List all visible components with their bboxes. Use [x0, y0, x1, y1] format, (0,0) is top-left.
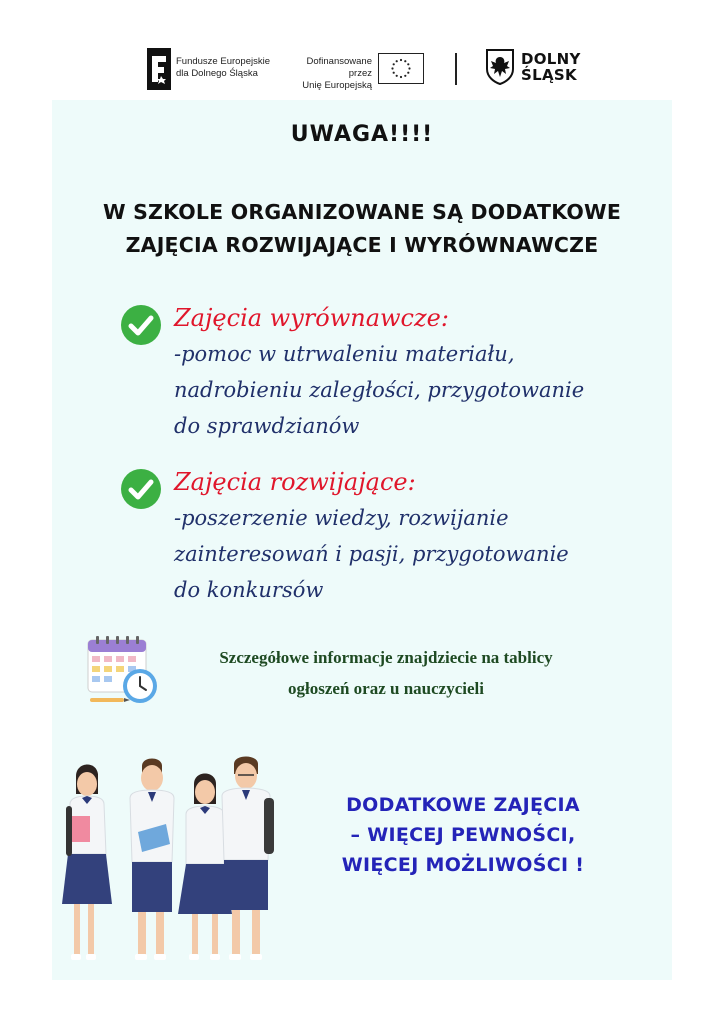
headline-line2: ZAJĘCIA ROZWIJAJĄCE I WYRÓWNAWCZE: [125, 233, 599, 257]
headline: [0, 196, 724, 262]
students-illustration: [58, 754, 286, 968]
slogan-line2: – WIĘCEJ PEWNOŚCI,: [350, 824, 576, 846]
checkmark-icon: [120, 468, 162, 510]
headline-line1: W SZKOLE ORGANIZOWANE SĄ DODATKOWE: [102, 200, 622, 224]
ds-line2: ŚLĄSK: [521, 66, 577, 84]
dolny-slask-text: [521, 51, 581, 83]
dof-text: [284, 56, 372, 92]
item-line: zainteresowań i pasji, przygotowanie: [174, 542, 569, 566]
logo-divider: [455, 53, 457, 85]
item-title: Zajęcia rozwijające:: [174, 468, 416, 496]
logo-bar: [0, 44, 724, 100]
fe-logo-text: [176, 56, 270, 80]
slogan-line3: WIĘCEJ MOŻLIWOŚCI !: [341, 854, 585, 876]
item-line: do konkursów: [174, 578, 324, 602]
item-line: nadrobieniu zaległości, przygotowanie: [174, 378, 585, 402]
fe-line2: dla Dolnego Śląska: [176, 68, 258, 79]
ds-line1: DOLNY: [521, 50, 581, 68]
slogan: [285, 790, 641, 880]
info-text: [176, 642, 596, 704]
student-figure: [130, 759, 174, 961]
checkmark-icon: [120, 304, 162, 346]
slogan-line1: DODATKOWE ZAJĘCIA: [346, 794, 580, 816]
page-title: UWAGA!!!!: [290, 122, 434, 147]
fe-logo-icon: [147, 48, 171, 90]
dof-line2: Unię Europejską: [302, 80, 372, 91]
eu-flag-icon: [378, 53, 424, 84]
calendar-clock-icon: [84, 632, 160, 708]
item-line: -poszerzenie wiedzy, rozwijanie: [174, 506, 509, 530]
info-line2: ogłoszeń oraz u nauczycieli: [288, 679, 484, 698]
item-line: -pomoc w utrwaleniu materiału,: [174, 342, 515, 366]
item-line: do sprawdzianów: [174, 414, 360, 438]
info-line1: Szczegółowe informacje znajdziecie na tablicy: [219, 648, 553, 667]
dof-line1: Dofinansowane przez: [306, 56, 372, 79]
item-title: Zajęcia wyrównawcze:: [174, 304, 449, 332]
dolny-slask-crest-icon: [486, 49, 514, 85]
student-figure: [62, 764, 112, 960]
student-figure: [222, 757, 274, 961]
fe-line1: Fundusze Europejskie: [176, 56, 270, 67]
